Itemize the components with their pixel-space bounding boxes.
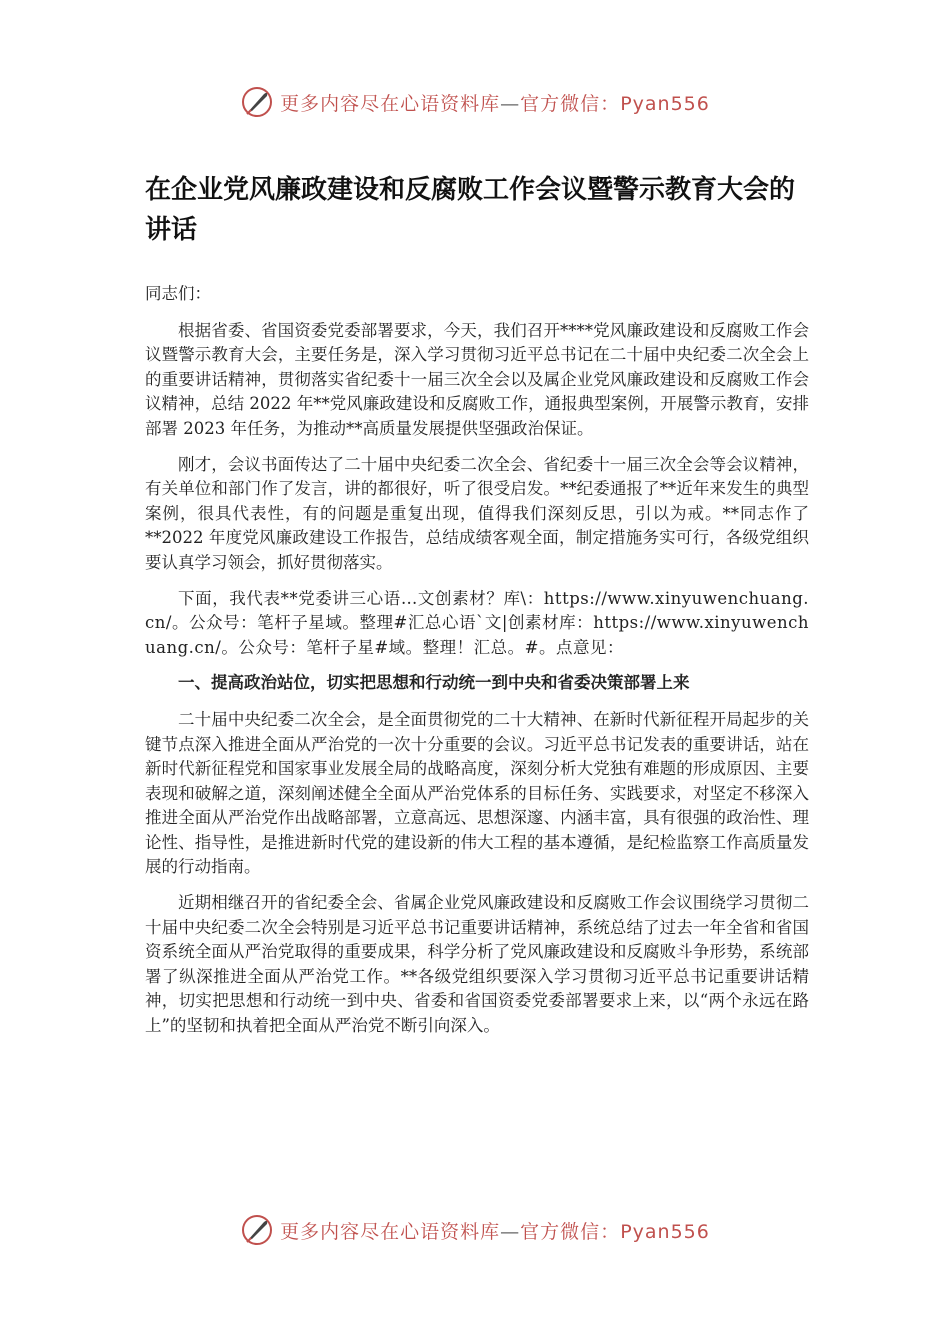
banner-suffix: 官方微信： [520,92,621,115]
banner-main-text: 更多内容尽在心语资料库 [280,92,501,115]
banner-text [280,89,710,116]
section-heading-1: 一、提高政治站位，切实把思想和行动统一到中央和省委决策部署上来 [178,673,690,693]
document-body [145,282,809,1050]
banner-main-text: 更多内容尽在心语资料库 [280,1220,501,1243]
banner-text [280,1217,710,1244]
paragraph-4: 二十届中央纪委二次全会，是全面贯彻党的二十大精神、在新时代新征程开局起步的关键节点深入推进全面从严治党的一次十分重要的会议。习近平总书记发表的重要讲话，站在新时代新征程党和国家事业发展全局的战略高度，深刻分析大党独有难题的形成原因、主要表现和破解之道，深刻阐述健全全面从严治党体系的目标任务、实践要求，对坚定不移深入推进全面从严治党作出战略部署，立意高远、思想深邃、内涵丰富，具有很强的政治性、理论性、指导性，是推进新时代党的建设新的伟大工程的基本遵循，是纪检监察工作高质量发展的行动指南。 [145,709,809,877]
banner-wechat-id: Pyan556 [620,92,710,115]
paragraph-1: 根据省委、省国资委党委部署要求，今天，我们召开****党风廉政建设和反腐败工作会议暨警示教育大会，主要任务是，深入学习贯彻习近平总书记在二十届中央纪委二次全会上的重要讲话精神，贯彻落实省纪委十一届三次全会以及属企业党风廉政建设和反腐败工作会议精神，总结 2022 年**党风廉政建设和反腐败工作，通报典型案例，开展警示教育，安排部署 2023 年任务，为推动**高质量发展提供坚强政治保证。 [145,320,809,438]
paragraph-2: 刚才，会议书面传达了二十届中央纪委二次全会、省纪委十一届三次全会等会议精神，有关单位和部门作了发言，讲的都很好，听了很受启发。**纪委通报了**近年来发生的典型案例，很具代表性，有的问题是重复出现，值得我们深刻反思，引以为戒。**同志作了**2022 年度党风廉政建设工作报告，总结成绩客观全面，制定措施务实可行，各级党组织要认真学习领会，抓好贯彻落实。 [145,454,809,572]
banner-wechat-id: Pyan556 [620,1220,710,1243]
footer-banner [0,1210,950,1250]
banner-separator: — [500,92,521,115]
quill-pen-logo-icon [240,85,274,119]
document-title: 在企业党风廉政建设和反腐败工作会议暨警示教育大会的讲话 [145,175,796,245]
banner-separator: — [500,1220,521,1243]
greeting: 同志们： [145,284,211,303]
paragraph-5: 近期相继召开的省纪委全会、省属企业党风廉政建设和反腐败工作会议围绕学习贯彻二十届中央纪委二次全会特别是习近平总书记重要讲话精神，系统总结了过去一年全省和省国资系统全面从严治党取得的重要成果，科学分析了党风廉政建设和反腐败斗争形势，系统部署了纵深推进全面从严治党工作。**各级党组织要深入学习贯彻习近平总书记重要讲话精神，切实把思想和行动统一到中央、省委和省国资委党委部署要求上来，以“两个永远在路上”的坚韧和执着把全面从严治党不断引向深入。 [145,893,809,1036]
paragraph-3: 下面，我代表**党委讲三心语…文创素材？库\：https://www.xinyuwenchuang.cn/。公众号：笔杆子星域。整理#汇总心语`文|创素材库：https://www.xinyuwenchuang.cn/。公众号：笔杆子星#域。整理！汇总。#。点意见： [145,588,809,657]
quill-pen-logo-icon [240,1213,274,1247]
header-banner [0,82,950,122]
banner-suffix: 官方微信： [520,1220,621,1243]
